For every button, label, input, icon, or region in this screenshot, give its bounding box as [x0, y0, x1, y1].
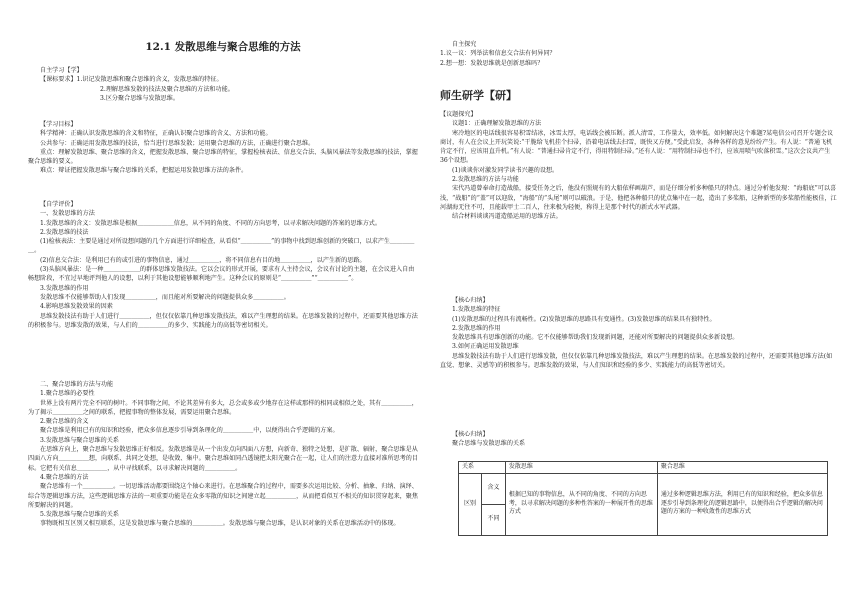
- necessity: 世界上没有两片完全不同的树叶。不同事物之间，不论其差异有多大，总会或多或少地存在这样或那样的相同或相似之处，其有＿＿＿＿＿，为了揭示＿＿＿＿＿之间的联系，把握事物的整体发展，需要运用聚合思维。: [28, 399, 418, 416]
- table-row: [459, 473, 828, 504]
- goal-key-points: 重点：理解发散思维、聚合思维的含义，把握发散思维、聚合思维的特征，掌握检核表法、信息交合法、头脑风暴法等发散思维的技法，掌握聚合思维的要义。: [28, 148, 418, 166]
- explore-q1: 1.议一议：列举法和信息交合法有何异同？: [440, 50, 556, 58]
- case-story-2: 宋代冯道曾奉命打造战船，接受任务之后，他没有照规有的大船依样画葫芦，而是仔细分析多种船只的特点。通过分析他发现：“海船底”可以喜浅，“战船”的“盖”可以迎敌，“海船”的“头尾”则可以破浪。于是，他把各种船只的优点集中在一起，造出了多桨船，这种新型的多桨船性能极佳，江河湖海无往不可，且能载甲士二百人，往来极为轻便，称得上是那个时代的新式水军武器。: [440, 185, 837, 211]
- item-info-cross: (2)信息交合法：是利用已有的或引进的事物信息，通过＿＿＿＿＿，将不同信息有目的地＿＿＿＿＿，以产生新的思路。: [40, 256, 366, 264]
- relation: 在思维方向上，聚合思维与发散思维正好相反。发散思维是从一个出发点向四面八方想，向新奇、独特之处想，是扩散、辐射，聚合思维是从四面八方向＿＿＿＿＿想，向联系、共同之处想，是收敛、集中。聚合思维如同凸透镜把太阳光聚合在一起，让人们的注意力直接对准所思考的目标。它把有关信息＿＿＿＿＿，从中寻找联系，以寻求解决问题的＿＿＿＿＿。: [28, 446, 418, 472]
- convergent-definition: 通过多种逻辑思维方法，利用已有的知识和经验，把众多信息逐步引导到条理化的逻辑思路中，以便得出合乎逻辑的解决问题的方案的一种收敛性的思维方式: [657, 473, 827, 535]
- case-question-2: 结合材料谈谈冯道造船运用的思维方法。: [452, 213, 562, 221]
- section-1-heading: 一、发散思维的方法: [40, 210, 95, 218]
- table-header-row: [459, 462, 828, 474]
- standards-block: [28, 66, 418, 103]
- goals-label: 【学习目标】: [40, 121, 77, 128]
- self-evaluation-block: [28, 200, 418, 330]
- item-role: 发散思维不仅能够帮助人们发现＿＿＿＿＿，而且能对所要解决的问题提供众多＿＿＿＿＿。: [40, 293, 290, 301]
- summary2-block: [440, 430, 838, 449]
- goal-public: 公共参与：正确运用发散思维的技法，恰当进行思维发散；运用聚合思维的方法，正确进行聚合思维。: [40, 139, 315, 147]
- case-story-1: 寒冷地区的电话线很容易积雪结冰，冰雪太厚，电话线会被压断。派人清雪，工作量大，效率低。如何解决这个难题?某电信公司召开专题会议商讨，有人在会议上开玩笑说:“干脆给飞机挂个扫帚，沿着电话线去扫雪，既快又方便。”受此启发，各种各样的意见纷纷产生。有人说：“普通飞机肯定不行，应该用直升机。”有人说：“普通扫帚肯定不行，得用特制扫帚。”还有人说：“用特制扫帚也不行，应该用喷气吹落积雪。”这次会议共产生36个设想。: [440, 129, 834, 165]
- header-relation: 关系: [459, 462, 506, 474]
- case-label: 【议题探究】: [440, 111, 477, 118]
- item-role-heading: 3.发散思维的作用: [40, 284, 89, 292]
- eval-label: 【自学评价】: [40, 201, 77, 208]
- item-brainstorm: (3)头脑风暴法：是一种＿＿＿＿＿＿的群体思维发散技法。它以会议的形式开展，要求有人主持会议，会议有讨论的主题，在会议进入自由畅想阶段，不宜过早地评判他人的设想，以利于其他设想能够顺利地产生。这种会议的原则是“＿＿＿＿＿”“＿＿＿＿＿”。: [28, 266, 415, 283]
- row-label-different: 不同: [482, 504, 506, 535]
- meaning-heading: 2.聚合思维的含义: [40, 418, 89, 426]
- feature-heading: 1.发散思维的特征: [452, 306, 501, 314]
- relation2: 事物既相互区别又相互联系，这是发散思维与聚合思维的＿＿＿＿＿。发散思维与聚合思维，是认识对象的关系在思维活动中的体现。: [40, 520, 400, 528]
- summary1-block: [440, 296, 838, 370]
- usage-heading: 3.如何正确运用发散思维: [452, 343, 519, 351]
- relation-heading: 3.发散思维与聚合思维的关系: [40, 436, 119, 444]
- research-heading: 师生研学【研】: [440, 89, 517, 102]
- standard-2: 2.理解思维发散的技法及聚合思维的方法和功能。: [100, 85, 234, 93]
- header-divergent: 发散思维: [505, 462, 657, 474]
- method: 聚合思维有一个＿＿＿＿＿。一切思维活动都要围绕这个轴心来进行。在思维聚合的过程中，需要多次运用比较、分析、抽象、归纳、演绎、综合等逻辑思维方法，这些逻辑思维方法的一项重要功能是在众多零散的知识之间建立起＿＿＿＿＿，从而把看似互不相关的知识贯穿起来，聚焦所要解决的问题。: [28, 483, 418, 509]
- usage-text: 思维发散技法有助于人们进行思维发散，但仅仅依靠几种思维发散技法，难以产生理想的结果。在思维发散的过程中，还需要其他思维方法(如直觉、想象、灵感等)的积极参与。思维发散的效果，与人们知识和经验的多少、实践能力的高低等密切关。: [440, 352, 833, 370]
- topic-1: 议题1：正确理解发散思维的方法: [452, 120, 542, 128]
- relation-title: 聚合思维与发散思维的关系: [452, 440, 526, 448]
- function-text: 发散思维具有思维创新的功能。它不仅能够帮助我们发现新问题，还能对所要解决的问题提供众多新设想。: [452, 334, 739, 342]
- necessity-heading: 1.聚合思维的必要性: [40, 390, 95, 398]
- function-heading: 2.发散思维的作用: [452, 324, 501, 332]
- item-factors: 思维发散技法有助于人们进行＿＿＿＿＿，但仅仅依靠几种思维发散技法，难以产生理想的结果。在思维发散的过程中，还需要其他思维方法的积极参与。思维发散的效果，与人们的＿＿＿＿＿的多少、实践能力的高低等密切相关。: [28, 312, 418, 329]
- standard-3: 3.区分聚合思维与发散思维。: [100, 94, 179, 102]
- self-study-label: 自主学习【学】: [40, 67, 83, 74]
- meaning: 聚合思维是利用已有的知识和经验，把众多信息逐步引导到条理化的＿＿＿＿＿中，以便得出合乎逻辑的方案。: [40, 427, 339, 435]
- page-title: 12.1 发散思维与聚合思维的方法: [145, 41, 301, 53]
- explore-block: [440, 40, 838, 68]
- divergent-definition: 根据已知的事物信息，从不同的角度、不同的方向思考，以寻求解决问题的多种性答案的一种展开性的思维方式: [505, 473, 657, 535]
- goal-difficulty: 难点：辩证把握发散思维与聚合思维的关系，把握运用发散思维方法的条件。: [40, 167, 248, 175]
- feature-text: (1)发散思维的过程具有流畅性。(2)发散思维的思路具有变通性。(3)发散思维的结果具有独特性。: [452, 315, 716, 323]
- core-label-1: 【核心归纳】: [452, 297, 489, 304]
- core-label-2: 【核心归纳】: [452, 431, 489, 438]
- convergent-block: [28, 380, 418, 529]
- item-checklist: (1)检核表法：主要是通过对所设想问题的几个方面进行详细检查，从看似“＿＿＿＿＿”的事物中找到思维创新的突破口，以求产生＿＿＿＿＿。: [28, 238, 415, 255]
- item-factors-heading: 4.影响思维发散效果的因素: [40, 303, 113, 311]
- case-question-1: (1)谈谈你对激发同学读书兴趣的设想。: [452, 166, 559, 174]
- comparison-table: [458, 461, 828, 536]
- item-techniques: 2.发散思维的技法: [40, 228, 89, 236]
- explore-q2: 2.想一想：发散思维就是创新思维吗？: [440, 59, 544, 67]
- explore-heading: 自主探究: [452, 41, 477, 48]
- header-convergent: 聚合思维: [657, 462, 827, 474]
- standard-1: 【课标要求】1.识记发散思维和聚合思维的含义，发散思维的特征。: [40, 76, 223, 84]
- case-subheading: 2.发散思维的方法与功能: [452, 176, 519, 184]
- goals-block: [28, 120, 418, 176]
- item-definition: 1.发散思维的含义：发散思维是根据＿＿＿＿＿＿信息，从不同的角度、不同的方向思考，以寻求解决问题的答案的思维方式。: [40, 219, 381, 227]
- group-label: 区别: [459, 473, 482, 535]
- relation2-heading: 5.发散思维与聚合思维的关系: [40, 511, 119, 519]
- row-label-meaning: 含义: [482, 473, 506, 504]
- case-block: [440, 110, 838, 222]
- method-heading: 4.聚合思维的方法: [40, 473, 89, 481]
- goal-science: 科学精神：正确认识发散思维的含义和特征，正确认识聚合思维的含义、方法和功能。: [40, 130, 272, 138]
- research-heading-block: [440, 88, 838, 104]
- section-2-heading: 二、聚合思维的方法与功能: [40, 381, 114, 388]
